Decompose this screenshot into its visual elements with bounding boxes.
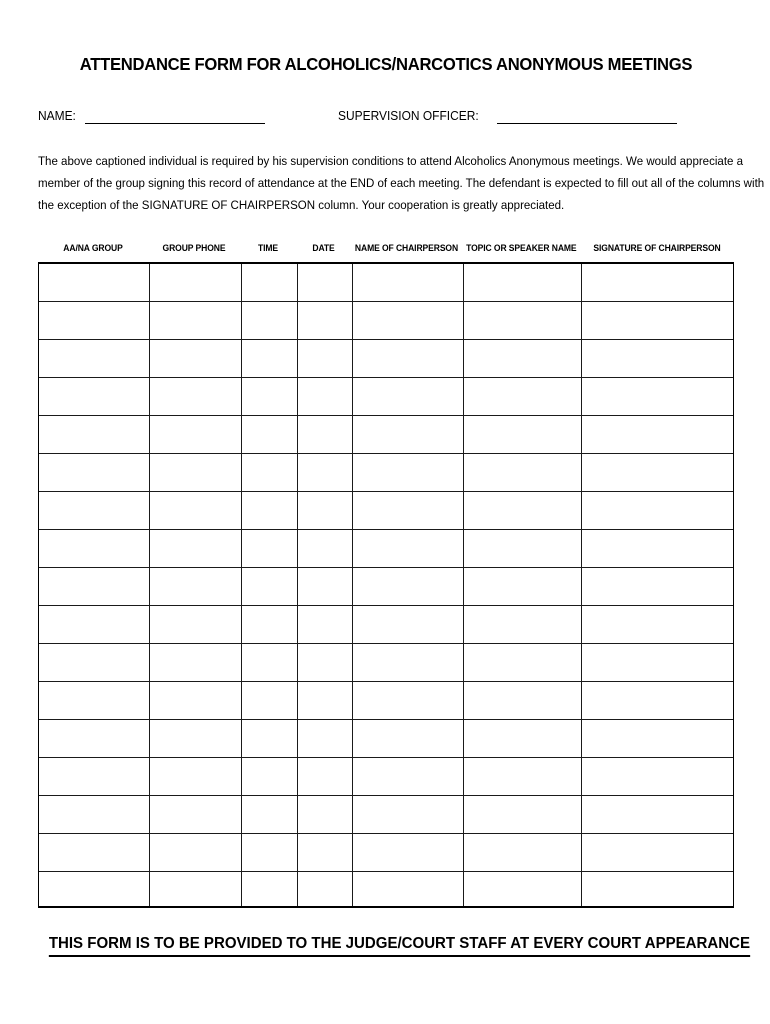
table-cell[interactable] (297, 758, 352, 796)
table-cell[interactable] (39, 682, 149, 720)
name-field-group (38, 108, 265, 124)
table-cell[interactable] (149, 758, 241, 796)
table-cell[interactable] (581, 302, 735, 340)
table-cell[interactable] (39, 872, 149, 910)
table-row[interactable] (39, 606, 733, 644)
table-cell[interactable] (149, 796, 241, 834)
table-cell[interactable] (463, 682, 581, 720)
supervision-officer-field-group (338, 108, 677, 124)
table-cell[interactable] (39, 720, 149, 758)
table-cell[interactable] (352, 340, 463, 378)
table-cell[interactable] (241, 872, 297, 910)
table-cell[interactable] (581, 872, 735, 910)
table-cell[interactable] (297, 720, 352, 758)
table-cell[interactable] (149, 302, 241, 340)
table-cell[interactable] (39, 302, 149, 340)
table-cell[interactable] (463, 264, 581, 302)
table-row[interactable] (39, 416, 733, 454)
table-cell[interactable] (463, 568, 581, 606)
table-cell[interactable] (39, 796, 149, 834)
table-cell[interactable] (352, 264, 463, 302)
table-cell[interactable] (352, 492, 463, 530)
table-cell[interactable] (463, 530, 581, 568)
table-cell[interactable] (463, 796, 581, 834)
column-divider-1 (241, 264, 242, 906)
table-cell[interactable] (297, 264, 352, 302)
instructions-line-2: member of the group signing this record of attendance at the END of each meeting. The defendant is expected to fill out all of the columns with (38, 176, 765, 190)
table-cell[interactable] (149, 378, 241, 416)
table-cell[interactable] (352, 302, 463, 340)
table-cell[interactable] (241, 378, 297, 416)
table-cell[interactable] (241, 492, 297, 530)
table-cell[interactable] (352, 606, 463, 644)
table-cell[interactable] (241, 568, 297, 606)
table-cell[interactable] (352, 454, 463, 492)
table-row[interactable] (39, 834, 733, 872)
table-row[interactable] (39, 644, 733, 682)
table-cell[interactable] (463, 872, 581, 910)
table-cell[interactable] (581, 378, 735, 416)
table-header-row (38, 243, 734, 262)
table-cell[interactable] (241, 530, 297, 568)
column-header-5: TOPIC OR SPEAKER NAME (466, 243, 577, 253)
supervision-officer-input[interactable] (497, 110, 677, 124)
table-cell[interactable] (581, 758, 735, 796)
table-row[interactable] (39, 872, 733, 910)
table-row[interactable] (39, 758, 733, 796)
table-cell[interactable] (297, 872, 352, 910)
table-cell[interactable] (463, 644, 581, 682)
table-cell[interactable] (39, 834, 149, 872)
table-cell[interactable] (581, 834, 735, 872)
table-cell[interactable] (39, 454, 149, 492)
table-cell[interactable] (297, 606, 352, 644)
table-cell[interactable] (39, 758, 149, 796)
footer-note (38, 935, 750, 957)
table-cell[interactable] (297, 378, 352, 416)
table-cell[interactable] (241, 302, 297, 340)
table-cell[interactable] (297, 302, 352, 340)
identity-fields (38, 108, 734, 128)
column-header-6: SIGNATURE OF CHAIRPERSON (593, 243, 721, 253)
instructions-line-1: The above captioned individual is required by his supervision conditions to attend Alcoholics Anonymous meetings. We would appreciate a (38, 154, 744, 168)
table-cell[interactable] (581, 568, 735, 606)
table-cell[interactable] (149, 264, 241, 302)
table-cell[interactable] (352, 796, 463, 834)
table-cell[interactable] (463, 606, 581, 644)
table-row[interactable] (39, 302, 733, 340)
table-cell[interactable] (581, 492, 735, 530)
column-header-2: TIME (257, 243, 279, 253)
table-cell[interactable] (241, 720, 297, 758)
table-row[interactable] (39, 796, 733, 834)
table-cell[interactable] (297, 416, 352, 454)
table-cell[interactable] (149, 720, 241, 758)
table-row[interactable] (39, 264, 733, 302)
table-row[interactable] (39, 378, 733, 416)
table-cell[interactable] (149, 606, 241, 644)
table-cell[interactable] (297, 682, 352, 720)
table-cell[interactable] (241, 606, 297, 644)
table-cell[interactable] (581, 720, 735, 758)
table-cell[interactable] (39, 378, 149, 416)
table-cell[interactable] (297, 454, 352, 492)
table-cell[interactable] (352, 682, 463, 720)
table-cell[interactable] (463, 378, 581, 416)
table-row[interactable] (39, 492, 733, 530)
table-cell[interactable] (241, 796, 297, 834)
table-cell[interactable] (581, 416, 735, 454)
table-cell[interactable] (241, 416, 297, 454)
column-divider-3 (352, 264, 353, 906)
table-cell[interactable] (581, 340, 735, 378)
table-cell[interactable] (463, 758, 581, 796)
table-row[interactable] (39, 720, 733, 758)
name-input[interactable] (85, 110, 265, 124)
table-cell[interactable] (463, 834, 581, 872)
table-cell[interactable] (297, 644, 352, 682)
table-cell[interactable] (352, 720, 463, 758)
table-cell[interactable] (149, 416, 241, 454)
table-row[interactable] (39, 530, 733, 568)
table-cell[interactable] (149, 644, 241, 682)
attendance-table (38, 243, 734, 908)
table-cell[interactable] (241, 644, 297, 682)
table-cell[interactable] (39, 530, 149, 568)
table-cell[interactable] (463, 302, 581, 340)
table-row[interactable] (39, 454, 733, 492)
table-cell[interactable] (241, 682, 297, 720)
table-cell[interactable] (39, 416, 149, 454)
table-cell[interactable] (149, 530, 241, 568)
table-cell[interactable] (581, 530, 735, 568)
table-cell[interactable] (39, 492, 149, 530)
instructions-paragraph (38, 150, 765, 216)
table-cell[interactable] (241, 340, 297, 378)
column-divider-0 (149, 264, 150, 906)
column-divider-4 (463, 264, 464, 906)
table-cell[interactable] (352, 872, 463, 910)
table-cell[interactable] (297, 568, 352, 606)
table-row[interactable] (39, 340, 733, 378)
page-title: ATTENDANCE FORM FOR ALCOHOLICS/NARCOTICS ANONYMOUS MEETINGS (79, 54, 693, 74)
instructions-line-3: the exception of the SIGNATURE OF CHAIRPERSON column. Your cooperation is greatly appreciated. (38, 198, 565, 212)
table-cell[interactable] (241, 264, 297, 302)
table-cell[interactable] (149, 454, 241, 492)
table-cell[interactable] (581, 454, 735, 492)
table-cell[interactable] (297, 834, 352, 872)
table-cell[interactable] (241, 758, 297, 796)
table-cell[interactable] (463, 416, 581, 454)
table-cell[interactable] (149, 682, 241, 720)
column-divider-2 (297, 264, 298, 906)
table-cell[interactable] (149, 568, 241, 606)
table-cell[interactable] (352, 416, 463, 454)
table-cell[interactable] (297, 340, 352, 378)
table-cell[interactable] (39, 568, 149, 606)
table-cell[interactable] (581, 796, 735, 834)
table-cell[interactable] (463, 454, 581, 492)
table-cell[interactable] (581, 264, 735, 302)
footer-note-text: THIS FORM IS TO BE PROVIDED TO THE JUDGE/COURT STAFF AT EVERY COURT APPEARANCE (49, 935, 750, 957)
table-cell[interactable] (463, 340, 581, 378)
table-cell[interactable] (463, 492, 581, 530)
table-cell[interactable] (39, 606, 149, 644)
table-cell[interactable] (241, 834, 297, 872)
table-grid (38, 262, 734, 908)
table-cell[interactable] (463, 720, 581, 758)
table-cell[interactable] (352, 530, 463, 568)
column-divider-5 (581, 264, 582, 906)
table-cell[interactable] (297, 492, 352, 530)
supervision-officer-label: SUPERVISION OFFICER: (338, 108, 479, 123)
table-row[interactable] (39, 682, 733, 720)
table-cell[interactable] (297, 796, 352, 834)
table-cell[interactable] (149, 340, 241, 378)
name-label: NAME: (38, 108, 76, 123)
table-cell[interactable] (352, 378, 463, 416)
table-cell[interactable] (149, 492, 241, 530)
table-cell[interactable] (39, 264, 149, 302)
table-cell[interactable] (241, 454, 297, 492)
column-header-4: NAME OF CHAIRPERSON (354, 243, 459, 253)
table-cell[interactable] (581, 644, 735, 682)
table-cell[interactable] (352, 644, 463, 682)
table-row[interactable] (39, 568, 733, 606)
table-cell[interactable] (39, 644, 149, 682)
table-cell[interactable] (581, 606, 735, 644)
table-cell[interactable] (149, 834, 241, 872)
table-cell[interactable] (352, 834, 463, 872)
table-cell[interactable] (297, 530, 352, 568)
table-cell[interactable] (352, 758, 463, 796)
column-header-0: AA/NA GROUP (63, 243, 123, 253)
table-cell[interactable] (352, 568, 463, 606)
column-header-1: GROUP PHONE (162, 243, 226, 253)
table-cell[interactable] (581, 682, 735, 720)
column-header-3: DATE (312, 243, 335, 253)
table-cell[interactable] (149, 872, 241, 910)
table-cell[interactable] (39, 340, 149, 378)
